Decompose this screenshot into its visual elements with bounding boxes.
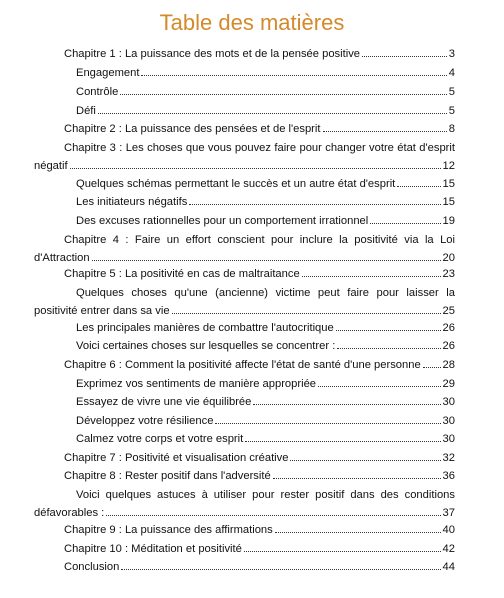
toc-entry-text: Voici certaines choses sur lesquelles se concentrer : bbox=[76, 340, 336, 352]
toc-page-number: 37 bbox=[442, 506, 455, 519]
toc-entry-text: Des excuses rationnelles pour un comportement irrationnel bbox=[76, 215, 369, 227]
toc-entry-text: Quelques schémas permettant le succès et un autre état d'esprit bbox=[76, 178, 396, 190]
dot-leader bbox=[290, 460, 440, 461]
toc-entry-text: Calmez votre corps et votre esprit bbox=[76, 433, 244, 445]
toc-entry-resilience[interactable] bbox=[76, 413, 455, 431]
toc-entry-text: Défi bbox=[76, 105, 96, 117]
toc-entry-text: Contrôle bbox=[76, 86, 119, 98]
toc-entry-defi[interactable] bbox=[76, 103, 455, 121]
toc-entry-controle[interactable] bbox=[76, 84, 455, 102]
dot-leader bbox=[189, 204, 440, 205]
toc-page-number: 12 bbox=[442, 159, 455, 172]
toc-entry-schemas-succes[interactable] bbox=[76, 176, 455, 194]
toc-page-number: 30 bbox=[442, 433, 455, 445]
dot-leader bbox=[273, 478, 441, 479]
toc-entry-text-line2: d'Attraction bbox=[34, 251, 90, 264]
toc-page-number: 4 bbox=[448, 67, 455, 79]
dot-leader bbox=[215, 423, 440, 424]
toc-page-number: 25 bbox=[442, 304, 455, 317]
dot-leader bbox=[336, 330, 441, 331]
toc-page-number: 5 bbox=[448, 86, 455, 98]
toc-entry-text: Chapitre 2 : La puissance des pensées et de l'esprit bbox=[64, 123, 321, 135]
dot-leader bbox=[318, 386, 441, 387]
toc-entry-text: Chapitre 5 : La positivité en cas de maltraitance bbox=[64, 268, 300, 280]
toc-page-number: 15 bbox=[442, 178, 455, 190]
toc-page-number: 29 bbox=[442, 378, 455, 390]
toc-entry-chapitre-8[interactable] bbox=[64, 468, 455, 486]
toc-page-number: 23 bbox=[442, 268, 455, 280]
toc-page-number: 19 bbox=[442, 215, 455, 227]
toc-entry-chapitre-9[interactable] bbox=[64, 522, 455, 540]
toc-entry-exprimez-sentiments[interactable] bbox=[76, 376, 455, 394]
toc-entry-text: Chapitre 1 : La puissance des mots et de la pensée positive bbox=[64, 48, 361, 60]
toc-entry-text-line1: Chapitre 3 : Les choses que vous pouvez faire pour changer votre état d'esprit bbox=[64, 142, 455, 154]
dot-leader bbox=[275, 532, 441, 533]
dot-leader bbox=[370, 223, 440, 224]
toc-entry-text: Les initiateurs négatifs bbox=[76, 196, 188, 208]
dot-leader bbox=[253, 404, 440, 405]
toc-title: Table des matières bbox=[159, 10, 345, 35]
toc-entry-chapitre-6[interactable] bbox=[64, 357, 455, 375]
toc-entry-excuses-rationnelles[interactable] bbox=[76, 213, 455, 231]
toc-entry-ancienne-victime[interactable] bbox=[34, 285, 455, 320]
toc-entry-text-line2: positivité entrer dans sa vie bbox=[34, 304, 170, 317]
dot-leader bbox=[244, 551, 441, 552]
toc-page-number: 44 bbox=[442, 561, 455, 573]
toc-page-number: 36 bbox=[442, 470, 455, 482]
toc-entry-calmez-corps[interactable] bbox=[76, 431, 455, 449]
dot-leader bbox=[141, 75, 446, 76]
toc-page-number: 30 bbox=[442, 396, 455, 408]
dot-leader bbox=[106, 515, 440, 516]
toc-entry-text: Développez votre résilience bbox=[76, 415, 214, 427]
dot-leader bbox=[92, 260, 441, 261]
toc-entry-text-line1: Quelques choses qu'une (ancienne) victime peut faire pour laisser la bbox=[76, 287, 455, 299]
toc-entry-autocritique[interactable] bbox=[76, 320, 455, 338]
toc-page-number: 26 bbox=[442, 340, 455, 352]
dot-leader bbox=[423, 367, 441, 368]
toc-entry-text-line2: négatif bbox=[34, 159, 68, 172]
toc-entry-vie-equilibree[interactable] bbox=[76, 394, 455, 412]
toc-entry-chapitre-5[interactable] bbox=[64, 266, 455, 284]
toc-entry-text-line1: Chapitre 4 : Faire un effort conscient pour inclure la positivité via la Loi bbox=[64, 234, 455, 246]
dot-leader bbox=[172, 313, 441, 314]
dot-leader bbox=[120, 94, 446, 95]
toc-page-number: 5 bbox=[448, 105, 455, 117]
toc-page-number: 30 bbox=[442, 415, 455, 427]
toc-page-number: 32 bbox=[442, 452, 455, 464]
toc-page-number: 40 bbox=[442, 524, 455, 536]
toc-page-number: 28 bbox=[442, 359, 455, 371]
toc-entry-text: Chapitre 10 : Méditation et positivité bbox=[64, 543, 242, 555]
toc-page-number: 20 bbox=[442, 251, 455, 264]
toc-entry-engagement[interactable] bbox=[76, 65, 455, 83]
dot-leader bbox=[70, 168, 441, 169]
toc-entry-chapitre-3[interactable] bbox=[34, 140, 455, 175]
toc-entry-chapitre-10[interactable] bbox=[64, 541, 455, 559]
dot-leader bbox=[245, 441, 440, 442]
toc-entry-text-line2: défavorables : bbox=[34, 506, 105, 519]
toc-entry-chapitre-7[interactable] bbox=[64, 450, 455, 468]
toc-entry-astuces[interactable] bbox=[34, 487, 455, 522]
dot-leader bbox=[98, 113, 447, 114]
toc-page-number: 26 bbox=[442, 322, 455, 334]
toc-entry-se-concentrer[interactable] bbox=[76, 338, 455, 356]
toc-entry-chapitre-2[interactable] bbox=[64, 121, 455, 139]
toc-entry-text: Engagement bbox=[76, 67, 140, 79]
toc-page-number: 15 bbox=[442, 196, 455, 208]
dot-leader bbox=[302, 276, 441, 277]
dot-leader bbox=[362, 56, 447, 57]
toc-entry-text: Chapitre 8 : Rester positif dans l'adversité bbox=[64, 470, 271, 482]
toc-entry-initiateurs-negatifs[interactable] bbox=[76, 194, 455, 212]
toc-entry-text: Chapitre 7 : Positivité et visualisation créative bbox=[64, 452, 289, 464]
toc-page-number: 8 bbox=[448, 123, 455, 135]
toc-entry-text: Essayez de vivre une vie équilibrée bbox=[76, 396, 252, 408]
dot-leader bbox=[121, 569, 440, 570]
dot-leader bbox=[397, 186, 440, 187]
toc-entry-text-line1: Voici quelques astuces à utiliser pour rester positif dans des conditions bbox=[76, 489, 455, 501]
dot-leader bbox=[337, 348, 440, 349]
toc-page-number: 42 bbox=[442, 543, 455, 555]
toc-page-number: 3 bbox=[448, 48, 455, 60]
toc-entry-text: Les principales manières de combattre l'autocritique bbox=[76, 322, 334, 334]
toc-entry-text: Chapitre 9 : La puissance des affirmations bbox=[64, 524, 273, 536]
toc-entry-conclusion[interactable] bbox=[64, 559, 455, 577]
toc-entry-chapitre-1[interactable] bbox=[64, 46, 455, 64]
toc-entry-text: Chapitre 6 : Comment la positivité affecte l'état de santé d'une personne bbox=[64, 359, 421, 371]
toc-entry-text: Exprimez vos sentiments de manière appropriée bbox=[76, 378, 317, 390]
toc-entry-chapitre-4[interactable] bbox=[34, 232, 455, 267]
toc-entry-text: Conclusion bbox=[64, 561, 120, 573]
dot-leader bbox=[323, 131, 447, 132]
